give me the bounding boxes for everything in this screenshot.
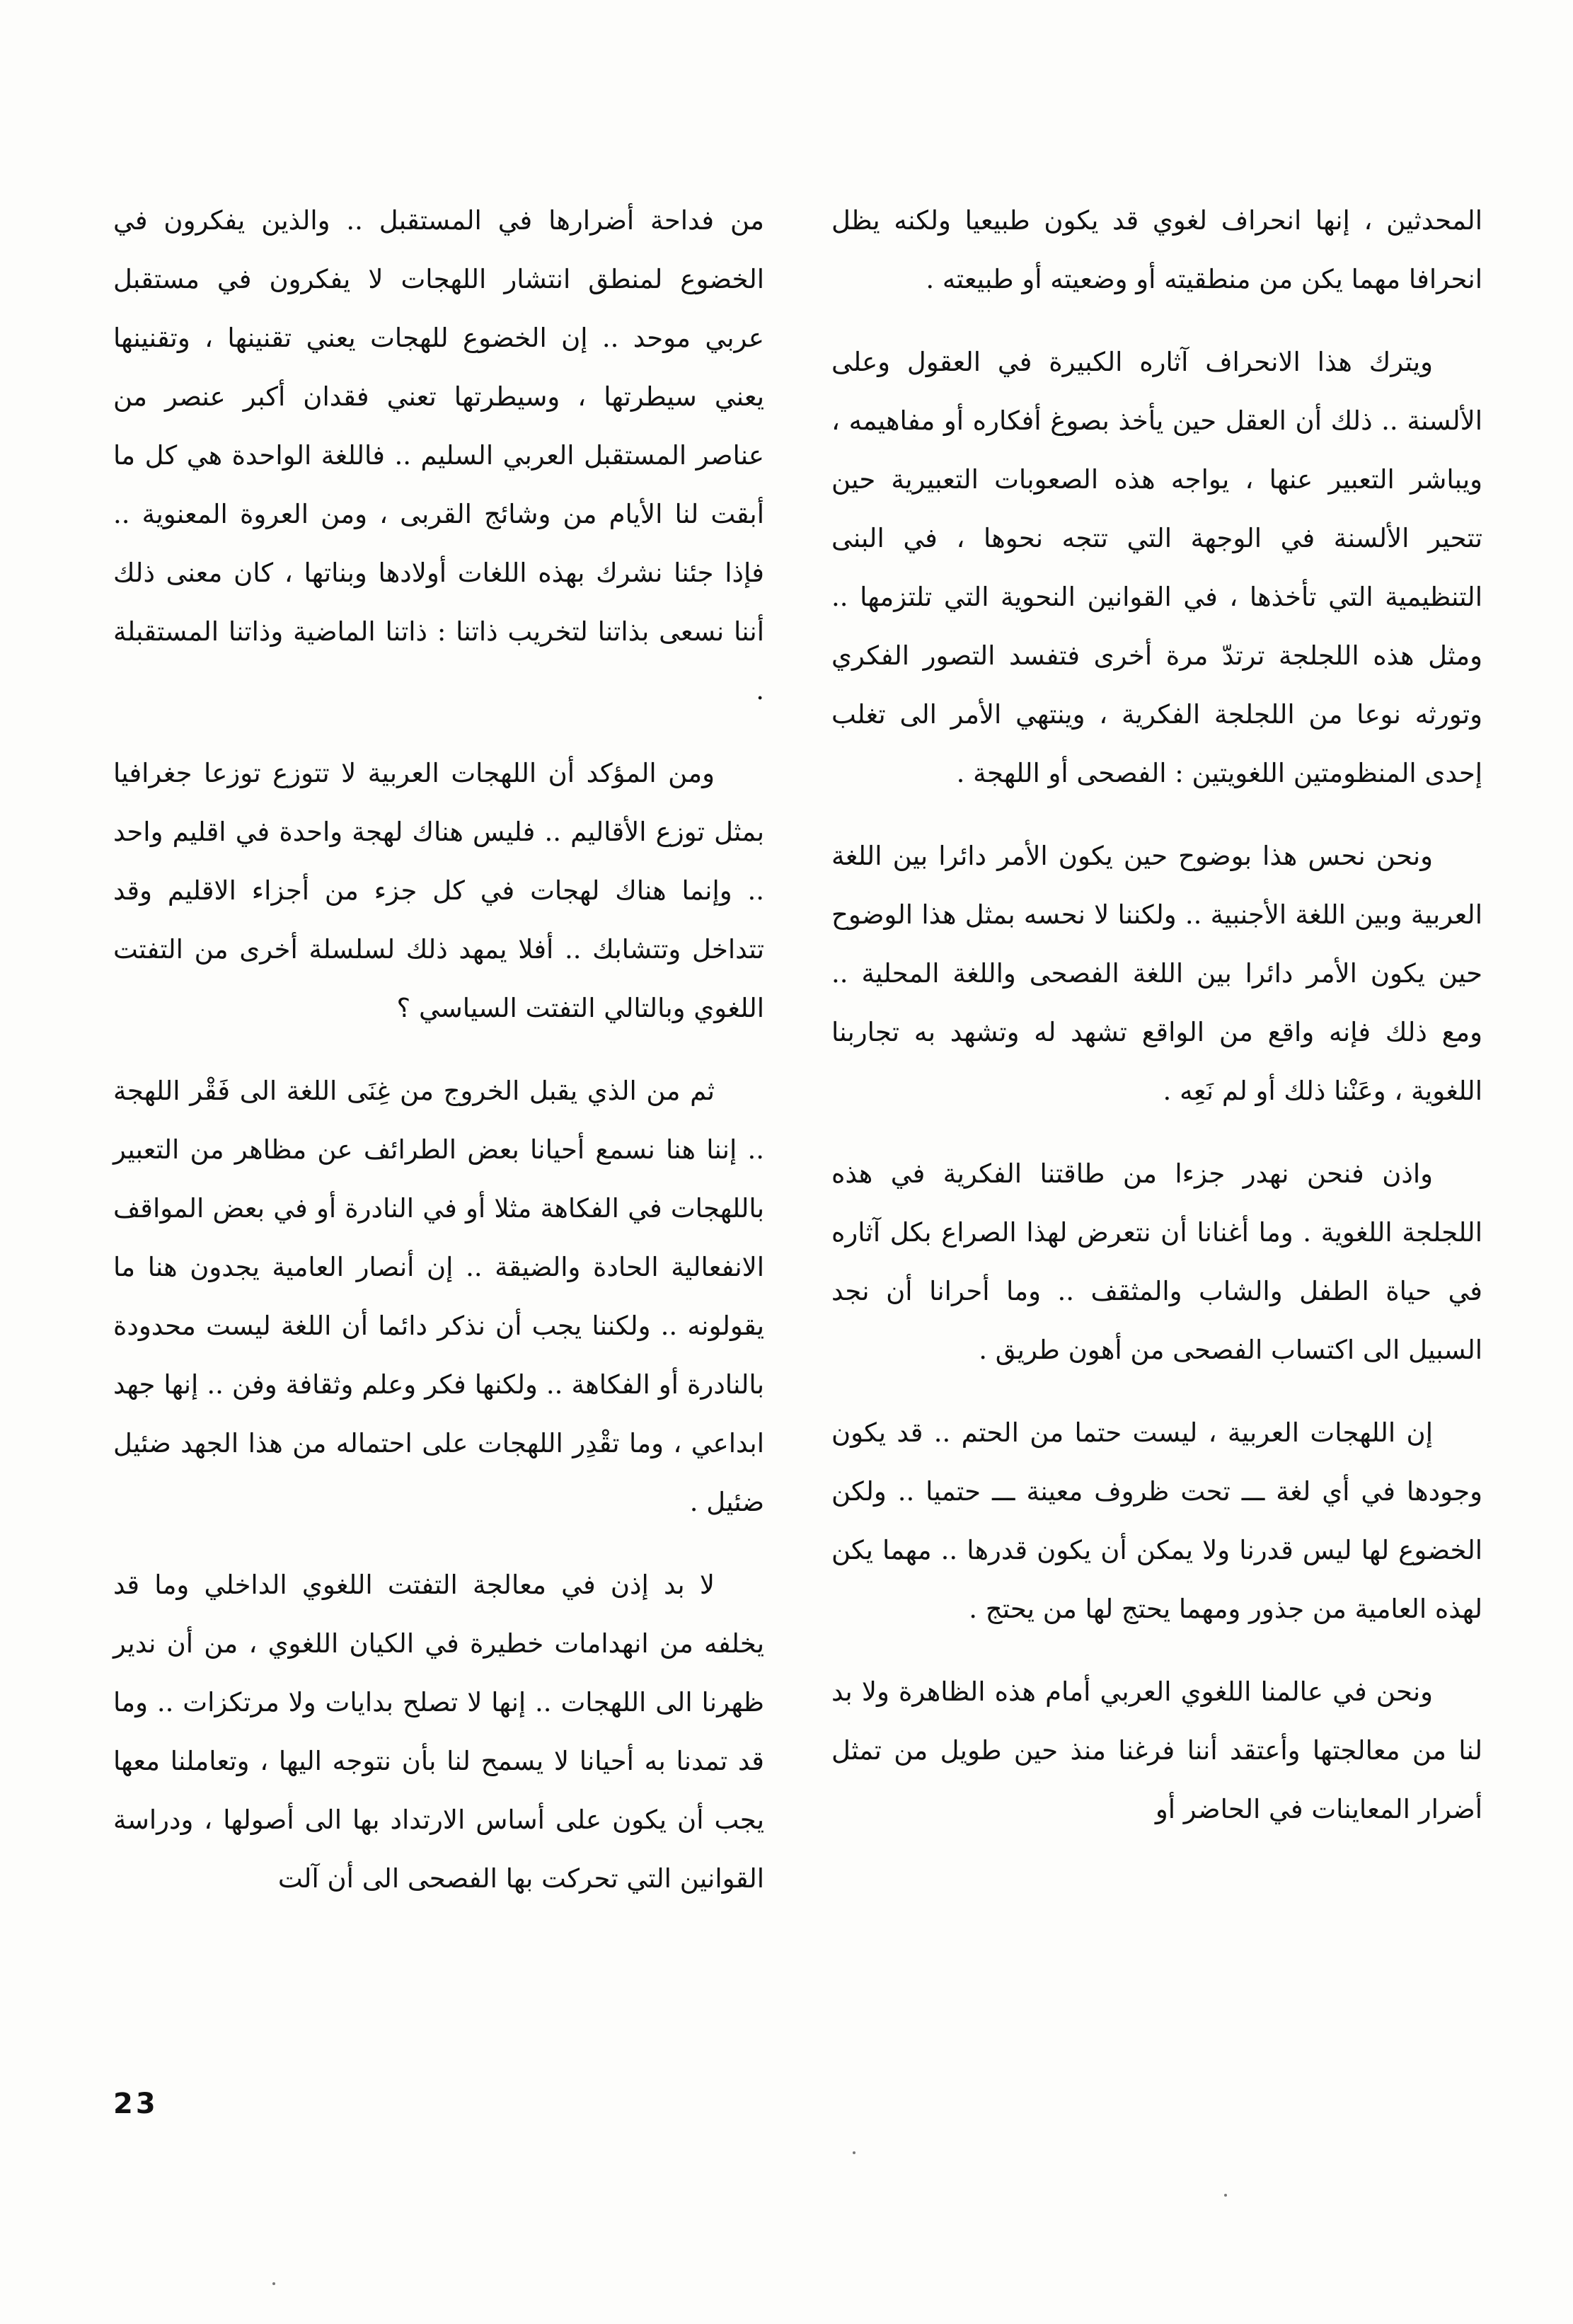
- paragraph: ونحن في عالمنا اللغوي العربي أمام هذه الظاهرة ولا بد لنا من معالجتها وأعتقد أننا فرغنا منذ حين طويل من تمثل أضرار المعاينات في الحاضر أو: [831, 1676, 1482, 1824]
- page-number: 23: [113, 2088, 159, 2120]
- scan-speck: [853, 2151, 855, 2154]
- scan-speck: [1224, 2194, 1227, 2197]
- paragraph: إن اللهجات العربية ، ليست حتما من الحتم .. قد يكون وجودها في أي لغة ـــ تحت ظروف معينة ـــ حتميا .. ولكن الخضوع لها ليس قدرنا ولا يمكن أن يكون قدرها .. مهما يكن لهذه العامية من جذور ومهما يحتج لها من يحتج .: [831, 1417, 1482, 1624]
- paragraph: ومن المؤكد أن اللهجات العربية لا تتوزع توزعا جغرافيا بمثل توزع الأقاليم .. فليس هناك لهجة واحدة في اقليم واحد .. وإنما هناك لهجات في كل جزء من أجزاء الاقليم وقد تتداخل وتتشابك .. أفلا يمهد ذلك لسلسلة أخرى من التفتت اللغوي وبالتالي التفتت السياسي ؟: [113, 758, 764, 1023]
- paragraph: من فداحة أضرارها في المستقبل .. والذين يفكرون في الخضوع لمنطق انتشار اللهجات لا يفكرون في مستقبل عربي موحد .. إن الخضوع للهجات يعني تقنينها ، وتقنينها يعني سيطرتها ، وسيطرتها تعني فقدان أكبر عنصر من عناصر المستقبل العربي السليم .. فاللغة الواحدة هي كل ما أبقت لنا الأيام من وشائج القربى ، ومن العروة المعنوية .. فإذا جئنا نشرك بهذه اللغات أولادها وبناتها ، كان معنى ذلك أننا نسعى بذاتنا لتخريب ذاتنا : ذاتنا الماضية وذاتنا المستقبلة .: [113, 205, 764, 706]
- paragraph: ثم من الذي يقبل الخروج من غِنَى اللغة الى فَقْر اللهجة .. إننا هنا نسمع أحيانا بعض الطرائف عن مظاهر من التعبير باللهجات في الفكاهة مثلا أو في النادرة أو في بعض المواقف الانفعالية الحادة والضيقة .. إن أنصار العامية يجدون هنا ما يقولونه .. ولكننا يجب أن نذكر دائما أن اللغة ليست محدودة بالنادرة أو الفكاهة .. ولكنها فكر وعلم وثقافة وفن .. إنها جهد ابداعي ، وما تقْدِر اللهجات على احتماله من هذا الجهد ضئيل ضئيل .: [113, 1076, 764, 1517]
- paragraph: لا بد إذن في معالجة التفتت اللغوي الداخلي وما قد يخلفه من انهدامات خطيرة في الكيان اللغوي ، من أن ندير ظهرنا الى اللهجات .. إنها لا تصلح بدايات ولا مرتكزات .. وما قد تمدنا به أحيانا لا يسمح لنا بأن نتوجه اليها ، وتعاملنا معها يجب أن يكون على أساس الارتداد بها الى أصولها ، ودراسة القوانين التي تحركت بها الفصحى الى أن آلت: [113, 1570, 764, 1894]
- paragraph: واذن فنحن نهدر جزءا من طاقتنا الفكرية في هذه اللجلجة اللغوية . وما أغنانا أن نتعرض لهذا الصراع بكل آثاره في حياة الطفل والشاب والمثقف .. وما أحرانا أن نجد السبيل الى اكتساب الفصحى من أهون طريق .: [831, 1158, 1482, 1365]
- right-column: [831, 191, 1482, 1863]
- left-column: [113, 191, 764, 1932]
- scan-speck: [272, 2282, 275, 2285]
- paragraph: ونحن نحس هذا بوضوح حين يكون الأمر دائرا بين اللغة العربية وبين اللغة الأجنبية .. ولكننا لا نحسه بمثل هذا الوضوح حين يكون الأمر دائرا بين اللغة الفصحى واللغة المحلية .. ومع ذلك فإنه واقع من الواقع تشهد له وتشهد به تجاربنا اللغوية ، وعَنْنا ذلك أو لم نَعِه .: [831, 841, 1482, 1106]
- paragraph: المحدثين ، إنها انحراف لغوي قد يكون طبيعيا ولكنه يظل انحرافا مهما يكن من منطقيته أو وضعيته أو طبيعته .: [831, 205, 1482, 294]
- paragraph: ويترك هذا الانحراف آثاره الكبيرة في العقول وعلى الألسنة .. ذلك أن العقل حين يأخذ بصوغ أفكاره أو مفاهيمه ، ويباشر التعبير عنها ، يواجه هذه الصعوبات التعبيرية حين تتحير الألسنة في الوجهة التي تتجه نحوها ، في البنى التنظيمية التي تأخذها ، في القوانين النحوية التي تلتزمها .. ومثل هذه اللجلجة ترتدّ مرة أخرى فتفسد التصور الفكري وتورثه نوعا من اللجلجة الفكرية ، وينتهي الأمر الى تغلب إحدى المنظومتين اللغويتين : الفصحى أو اللهجة .: [831, 347, 1482, 788]
